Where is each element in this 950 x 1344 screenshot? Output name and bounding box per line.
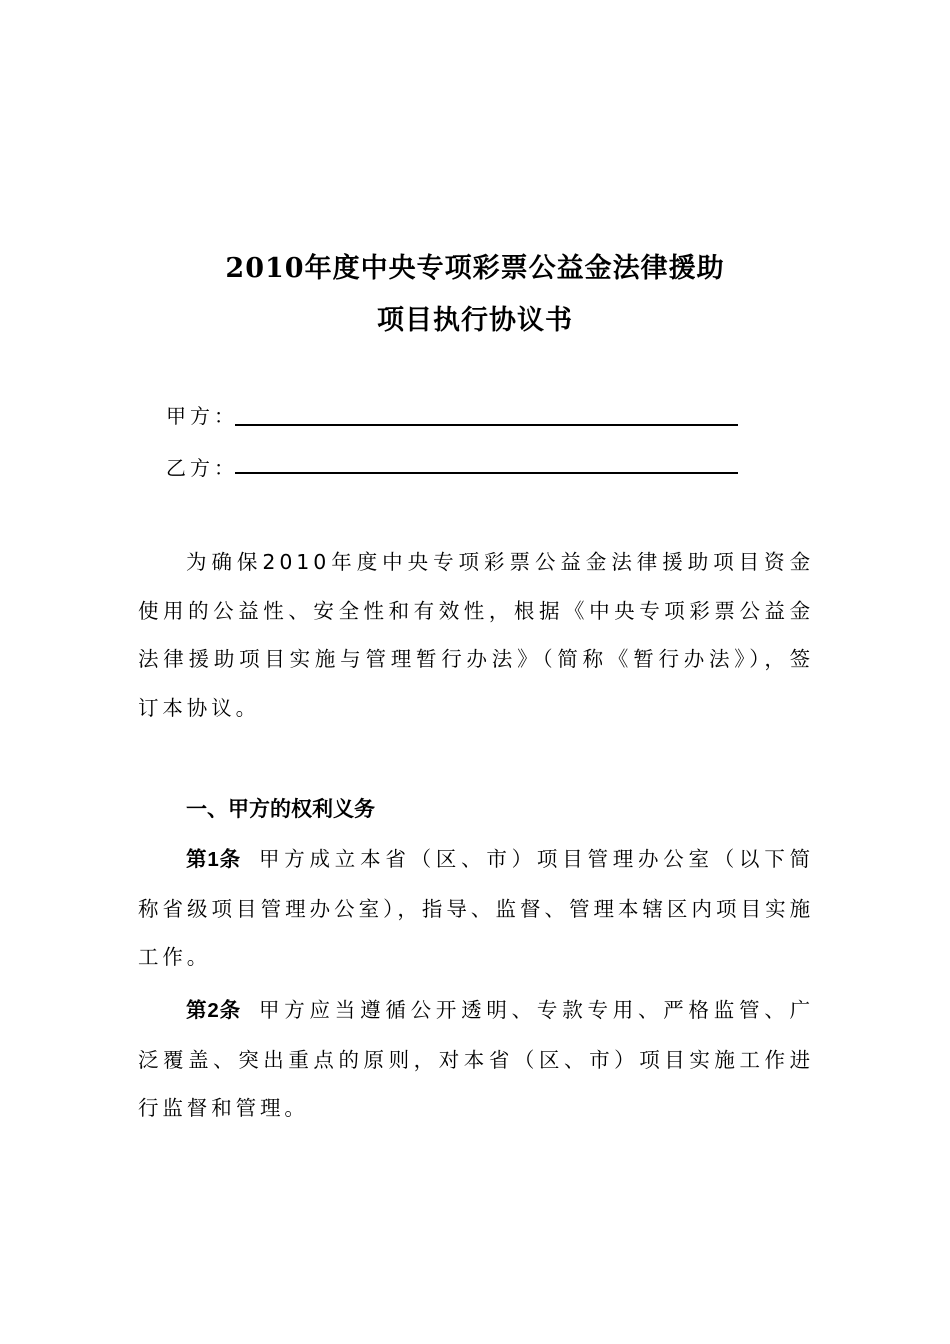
party-a-blank-line: [235, 424, 738, 426]
intro-paragraph: 为确保2010年度中央专项彩票公益金法律援助项目资金使用的公益性、安全性和有效性，根据《中央专项彩票公益金法律援助项目实施与管理暂行办法》（简称《暂行办法》），签订本协议。: [138, 550, 814, 720]
party-b-label: 乙方：: [166, 456, 238, 480]
article-1-paragraph: [138, 835, 814, 982]
article-2-paragraph: [138, 986, 814, 1133]
article-2-label: 第2条: [186, 999, 241, 1022]
article-1-label: 第1条: [186, 848, 241, 871]
article-2-text: 甲方应当遵循公开透明、专款专用、严格监管、广泛覆盖、突出重点的原则，对本省（区、市）项目实施工作进行监督和管理。: [138, 998, 814, 1120]
article-1-text: 甲方成立本省（区、市）项目管理办公室（以下简称省级项目管理办公室），指导、监督、管理本辖区内项目实施工作。: [138, 847, 814, 969]
party-a-label: 甲方：: [166, 404, 238, 428]
section-heading: 一、甲方的权利义务: [186, 797, 375, 821]
document-title-line-2: 项目执行协议书: [377, 305, 573, 336]
document-title-line-1: 2010年度中央专项彩票公益金法律援助: [225, 253, 725, 284]
party-b-blank-line: [235, 472, 738, 474]
